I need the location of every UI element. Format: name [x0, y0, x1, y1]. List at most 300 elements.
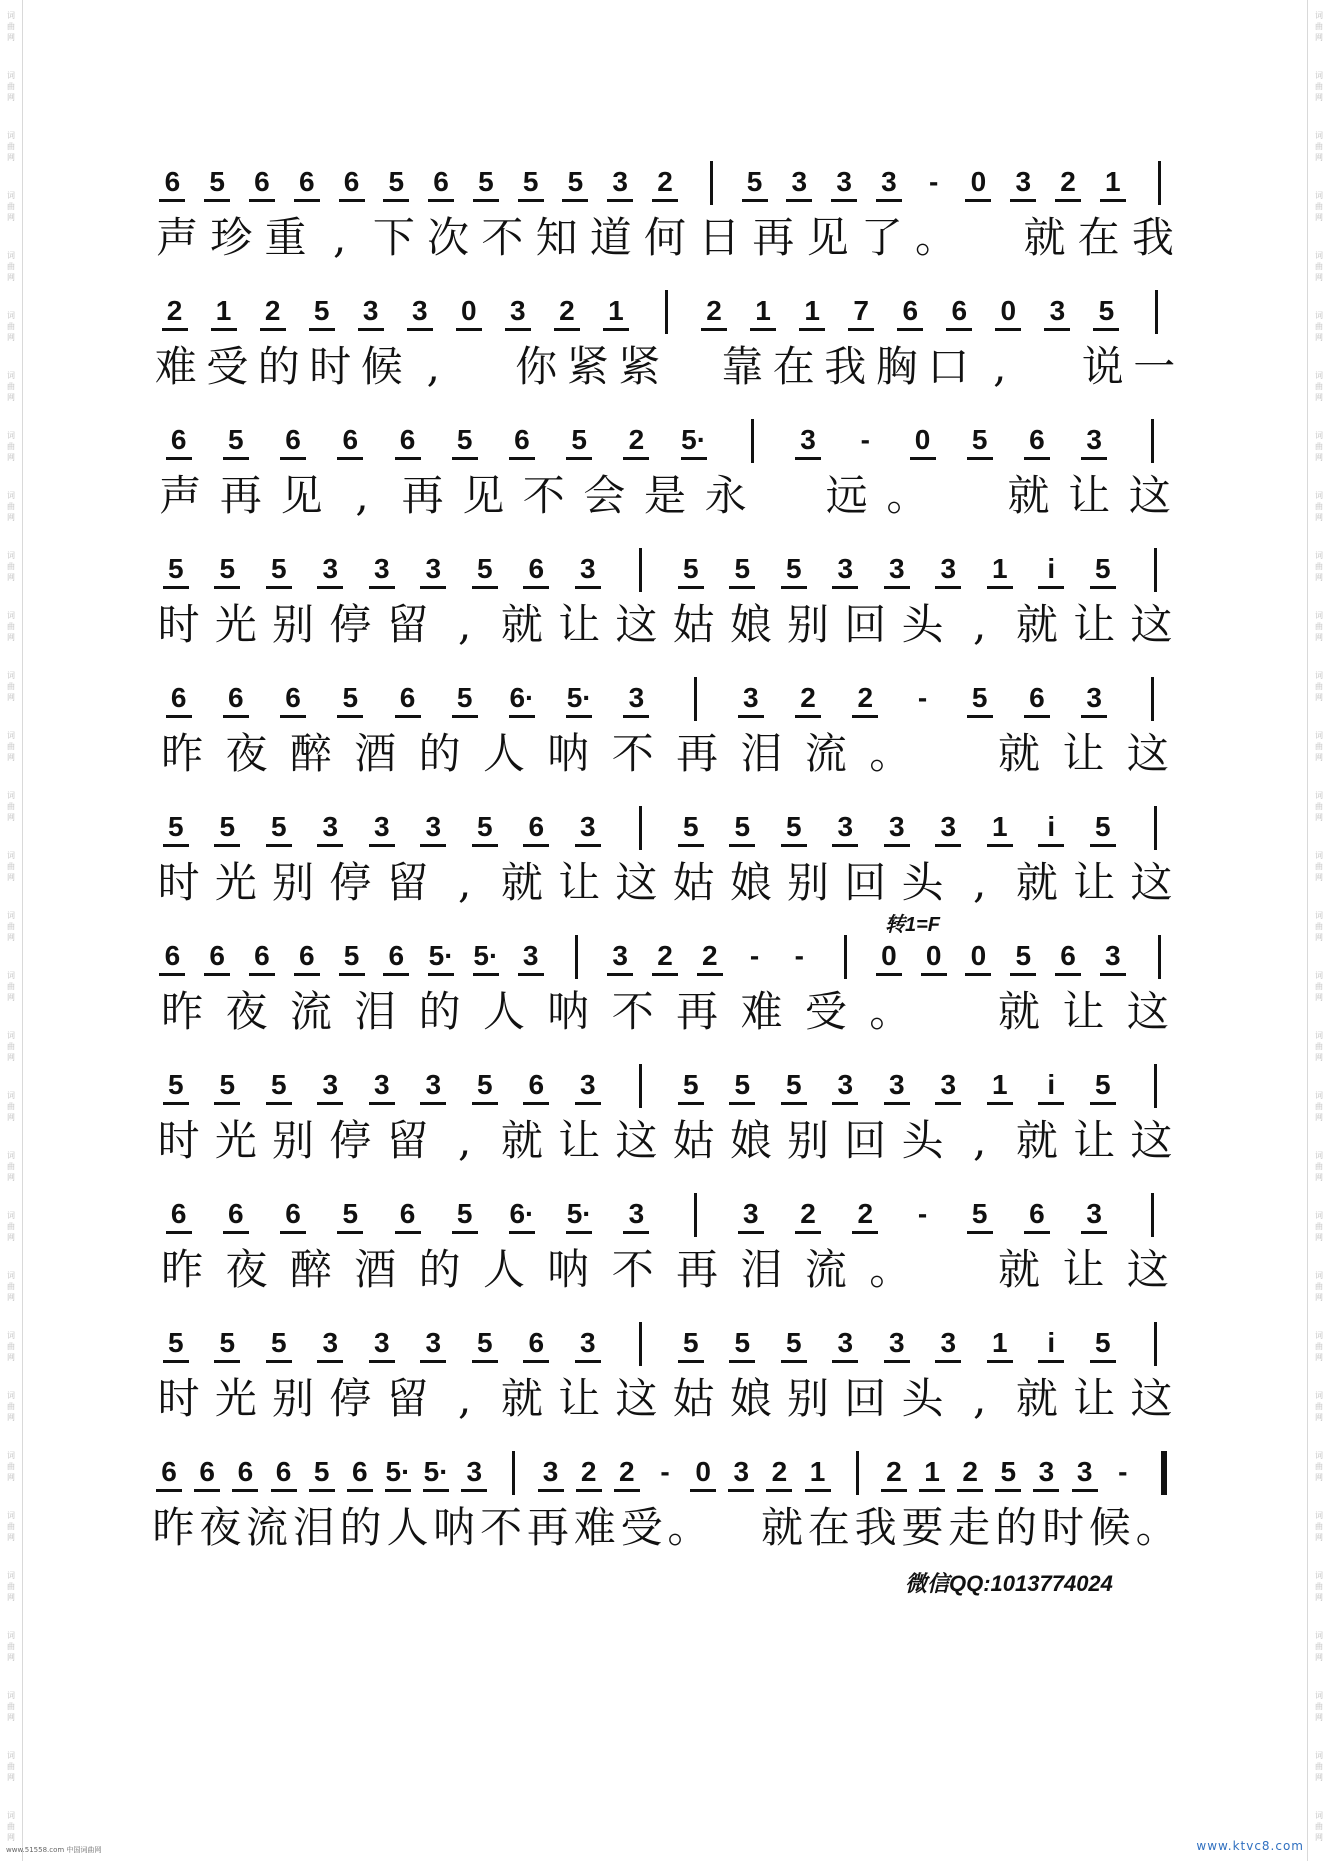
- lyric-char: 的: [418, 729, 461, 778]
- watermark-char: 词: [1315, 731, 1323, 740]
- lyric-char: 次: [427, 213, 470, 262]
- lyric-char: 让: [558, 1374, 601, 1423]
- beam-underline: [965, 199, 991, 202]
- lyric-char: 娘: [729, 600, 772, 649]
- lyric-char: 人: [386, 1503, 429, 1552]
- note: 5: [270, 811, 287, 842]
- watermark-char: 曲: [1315, 442, 1323, 451]
- beam-underline: [742, 199, 768, 202]
- watermark-char: 曲: [7, 862, 15, 871]
- lyric-char: 姑: [672, 858, 715, 907]
- watermark-char: 网: [7, 873, 15, 882]
- beam-underline: [159, 199, 185, 202]
- lyric-char: 头: [901, 1374, 944, 1423]
- barline: [639, 806, 642, 850]
- beam-underline: [738, 1231, 764, 1234]
- music-line: [0, 1187, 1330, 1315]
- note: 3: [743, 682, 759, 713]
- watermark-char: 网: [1315, 1713, 1323, 1722]
- note: -: [660, 1456, 670, 1487]
- beam-underline: [472, 1360, 498, 1363]
- note: 6: [209, 940, 225, 971]
- watermark-char: 网: [7, 813, 15, 822]
- note: 5: [1098, 295, 1115, 326]
- lyric-char: 这: [615, 1374, 658, 1423]
- beam-underline: [266, 586, 292, 589]
- lyric-char: 知: [535, 213, 578, 262]
- contact-info: 微信QQ:1013774024: [905, 1571, 1113, 1596]
- beam-underline: [729, 1360, 755, 1363]
- watermark-char: 曲: [7, 1522, 15, 1531]
- lyric-char: 口: [927, 342, 970, 391]
- watermark-char: 曲: [1315, 1042, 1323, 1051]
- watermark-char: 词: [7, 1391, 15, 1400]
- watermark-char: 词: [7, 1331, 15, 1340]
- lyric-char: ,: [333, 213, 347, 262]
- lyric-char: 不: [480, 1503, 523, 1552]
- beam-underline: [159, 973, 185, 976]
- note: 6·: [509, 1198, 535, 1229]
- beam-underline: [223, 1231, 249, 1234]
- lyric-char: 光: [214, 858, 257, 907]
- beam-underline: [1055, 199, 1081, 202]
- beam-underline: [395, 457, 421, 460]
- beam-underline: [249, 973, 275, 976]
- lyric-char: 就: [1015, 1116, 1058, 1165]
- lyrics-row: [150, 987, 1190, 1037]
- note: 6: [951, 295, 968, 326]
- lyric-char: 让: [1073, 600, 1116, 649]
- beam-underline: [562, 199, 588, 202]
- watermark-char: 曲: [1315, 1102, 1323, 1111]
- lyric-char: 不: [481, 213, 524, 262]
- watermark-char: 网: [1315, 633, 1323, 642]
- note: 6: [1029, 424, 1045, 455]
- watermark-char: 网: [7, 333, 15, 342]
- watermark-char: 网: [1315, 1593, 1323, 1602]
- beam-underline: [876, 973, 902, 976]
- beam-underline: [1033, 1489, 1059, 1492]
- watermark-char: 曲: [1315, 682, 1323, 691]
- lyric-char: 流: [804, 1245, 847, 1294]
- note: 3: [888, 553, 905, 584]
- note: 2: [706, 295, 722, 326]
- lyric-char: 昨: [161, 987, 204, 1036]
- note: 6: [1029, 682, 1045, 713]
- watermark-char: 词: [7, 431, 15, 440]
- watermark-char: 曲: [1315, 1702, 1323, 1711]
- barline: [694, 677, 697, 721]
- lyric-char: 留: [386, 1374, 429, 1423]
- lyric-char: 的: [418, 987, 461, 1036]
- watermark-char: 词: [7, 1691, 15, 1700]
- watermark-char: 网: [1315, 513, 1323, 522]
- watermark-char: 网: [1315, 33, 1323, 42]
- beam-underline: [884, 1102, 910, 1105]
- watermark-char: 词: [7, 671, 15, 680]
- music-line: [0, 155, 1330, 283]
- lyric-char: 我: [1131, 213, 1174, 262]
- beam-underline: [781, 844, 807, 847]
- lyric-char: 就: [998, 987, 1041, 1036]
- lyric-char: 再: [752, 213, 795, 262]
- watermark-char: 网: [7, 273, 15, 282]
- beam-underline: [805, 1489, 831, 1492]
- barline: [751, 419, 754, 463]
- note: 6: [528, 553, 545, 584]
- watermark-char: 曲: [7, 322, 15, 331]
- note: 6: [285, 424, 301, 455]
- lyric-char: 光: [214, 600, 257, 649]
- note: 3: [579, 811, 596, 842]
- note: 3: [1049, 295, 1066, 326]
- watermark-char: 网: [1315, 393, 1323, 402]
- watermark-char: 曲: [1315, 1222, 1323, 1231]
- lyric-char: 见: [806, 213, 849, 262]
- note: 6: [902, 295, 919, 326]
- final-barline: [1161, 1451, 1167, 1495]
- lyric-char: 就: [500, 1374, 543, 1423]
- note: 1: [991, 1327, 1008, 1358]
- beam-underline: [162, 328, 188, 331]
- note: 6: [164, 166, 181, 197]
- watermark-char: 曲: [7, 682, 15, 691]
- lyric-char: 别: [787, 858, 830, 907]
- lyric-char: 时: [1041, 1503, 1084, 1552]
- lyric-char: 的: [995, 1503, 1038, 1552]
- music-line: [0, 800, 1330, 928]
- watermark-char: 词: [7, 1091, 15, 1100]
- barline: [512, 1451, 515, 1495]
- watermark-char: 词: [7, 1511, 15, 1520]
- beam-underline: [369, 844, 395, 847]
- note: 6: [164, 940, 181, 971]
- lyric-char: 娘: [729, 858, 772, 907]
- watermark-char: 网: [1315, 153, 1323, 162]
- note: 5: [167, 811, 184, 842]
- watermark-char: 曲: [1315, 322, 1323, 331]
- note: 5: [456, 1198, 473, 1229]
- lyric-char: 。: [869, 729, 912, 778]
- watermark-char: 词: [1315, 1271, 1323, 1280]
- watermark-char: 词: [7, 1811, 15, 1820]
- note: -: [1118, 1456, 1128, 1487]
- lyric-char: 泪: [740, 729, 783, 778]
- beam-underline: [280, 715, 306, 718]
- note: 3: [1086, 1198, 1102, 1229]
- beam-underline: [1081, 715, 1107, 718]
- lyric-char: 娘: [729, 1116, 772, 1165]
- watermark-char: 曲: [1315, 1582, 1323, 1591]
- lyric-char: 夜: [225, 987, 268, 1036]
- note: 3: [425, 1069, 442, 1100]
- beam-underline: [163, 1102, 189, 1105]
- watermark-char: 网: [1315, 753, 1323, 762]
- beam-underline: [884, 844, 910, 847]
- watermark-char: 网: [7, 1833, 15, 1842]
- watermark-char: 曲: [7, 502, 15, 511]
- beam-underline: [1055, 973, 1081, 976]
- note: -: [794, 940, 804, 971]
- lyric-char: 停: [329, 1116, 372, 1165]
- beam-underline: [317, 586, 343, 589]
- lyric-char: 泪: [354, 987, 397, 1036]
- watermark-char: 曲: [7, 1042, 15, 1051]
- lyric-char: 就: [998, 1245, 1041, 1294]
- beam-underline: [369, 586, 395, 589]
- note: 3: [940, 811, 957, 842]
- lyric-char: 候: [1088, 1503, 1131, 1552]
- beam-underline: [204, 973, 230, 976]
- lyric-char: 呐: [547, 987, 590, 1036]
- lyric-char: 不: [611, 987, 654, 1036]
- note: 3: [425, 1327, 442, 1358]
- lyric-char: 再: [676, 729, 719, 778]
- note: 3: [373, 811, 390, 842]
- note: 6: [1029, 1198, 1045, 1229]
- watermark-char: 曲: [7, 22, 15, 31]
- watermark-char: 曲: [7, 1102, 15, 1111]
- note: 3: [466, 1456, 483, 1487]
- note: 5: [167, 1327, 184, 1358]
- beam-underline: [385, 1489, 411, 1492]
- lyric-char: 让: [1062, 729, 1105, 778]
- watermark-char: 网: [7, 1173, 15, 1182]
- lyric-char: 呐: [433, 1503, 476, 1552]
- music-line: [0, 671, 1330, 799]
- note: 3: [522, 940, 539, 971]
- watermark-char: 曲: [7, 1282, 15, 1291]
- barline: [1158, 161, 1161, 205]
- beam-underline: [204, 199, 230, 202]
- lyric-char: 在: [772, 342, 815, 391]
- note: 6: [170, 424, 187, 455]
- watermark-char: 曲: [1315, 922, 1323, 931]
- watermark-char: 词: [1315, 1211, 1323, 1220]
- note: 3: [836, 166, 852, 197]
- note: 5: [1015, 940, 1032, 971]
- note: 5: [219, 553, 236, 584]
- lyric-char: 停: [329, 858, 372, 907]
- beam-underline: [472, 1102, 498, 1105]
- beam-underline: [214, 1360, 240, 1363]
- lyric-char: 时: [309, 342, 352, 391]
- beam-underline: [1090, 1360, 1116, 1363]
- beam-underline: [681, 457, 707, 460]
- watermark-char: 曲: [1315, 862, 1323, 871]
- lyric-char: 这: [1126, 987, 1169, 1036]
- lyric-char: 就: [1023, 213, 1066, 262]
- lyric-char: 候: [360, 342, 403, 391]
- note: 2: [657, 166, 673, 197]
- note: 5: [1094, 1327, 1111, 1358]
- lyric-char: 靠: [721, 342, 764, 391]
- beam-underline: [266, 1102, 292, 1105]
- lyric-char: 的: [418, 1245, 461, 1294]
- beam-underline: [317, 844, 343, 847]
- note: -: [917, 1198, 928, 1229]
- beam-underline: [697, 973, 723, 976]
- music-line: [0, 929, 1330, 1057]
- lyric-char: 紧: [618, 342, 661, 391]
- lyric-char: 再: [526, 1503, 569, 1552]
- lyric-char: 就: [500, 600, 543, 649]
- note: 3: [888, 1327, 905, 1358]
- note: 5·: [473, 940, 499, 971]
- lyric-char: 这: [1130, 1374, 1173, 1423]
- lyric-char: 别: [272, 858, 315, 907]
- watermark-char: 网: [7, 693, 15, 702]
- note: 5: [746, 166, 763, 197]
- beam-underline: [848, 328, 874, 331]
- watermark-char: 网: [1315, 1473, 1323, 1482]
- note: 3: [888, 811, 905, 842]
- note: 6: [528, 1069, 545, 1100]
- beam-underline: [163, 586, 189, 589]
- watermark-char: 曲: [7, 202, 15, 211]
- note: 6: [285, 682, 301, 713]
- beam-underline: [1010, 973, 1036, 976]
- lyric-char: 。: [915, 213, 958, 262]
- beam-underline: [232, 1489, 258, 1492]
- lyric-char: 别: [787, 1116, 830, 1165]
- barline: [1155, 290, 1158, 334]
- note: 5: [167, 553, 184, 584]
- note: 5: [682, 553, 699, 584]
- beam-underline: [832, 1102, 858, 1105]
- beam-underline: [652, 199, 678, 202]
- watermark-char: 词: [7, 851, 15, 860]
- note: 3: [837, 553, 854, 584]
- beam-underline: [987, 844, 1013, 847]
- barline: [1154, 548, 1157, 592]
- beam-underline: [1044, 328, 1070, 331]
- note: 5: [270, 1069, 287, 1100]
- lyric-char: 让: [558, 1116, 601, 1165]
- lyric-char: 不: [522, 471, 565, 520]
- note: 3: [837, 1069, 854, 1100]
- lyric-char: 让: [1068, 471, 1111, 520]
- watermark-char: 词: [7, 1151, 15, 1160]
- note: 3: [425, 553, 442, 584]
- note: 3: [1038, 1456, 1055, 1487]
- beam-underline: [729, 1102, 755, 1105]
- barline: [694, 1193, 697, 1237]
- beam-underline: [786, 199, 812, 202]
- beam-underline: [473, 199, 499, 202]
- beam-underline: [1072, 1489, 1098, 1492]
- lyric-char: ,: [458, 600, 472, 649]
- note: 2: [771, 1456, 788, 1487]
- watermark-char: 曲: [7, 82, 15, 91]
- lyric-char: 醉: [289, 1245, 332, 1294]
- beam-underline: [935, 586, 961, 589]
- beam-underline: [623, 457, 649, 460]
- note: 5: [571, 424, 587, 455]
- beam-underline: [518, 973, 544, 976]
- note: 3: [743, 1198, 759, 1229]
- note: 6: [399, 1198, 416, 1229]
- beam-underline: [271, 1489, 297, 1492]
- watermark-char: 网: [7, 1773, 15, 1782]
- watermark-char: 词: [1315, 1811, 1323, 1820]
- lyric-char: 头: [901, 600, 944, 649]
- watermark-char: 网: [1315, 933, 1323, 942]
- beam-underline: [935, 1360, 961, 1363]
- lyric-char: 头: [901, 858, 944, 907]
- beam-underline: [623, 1231, 649, 1234]
- watermark-char: 曲: [1315, 742, 1323, 751]
- lyric-char: 就: [761, 1503, 804, 1552]
- beam-underline: [266, 844, 292, 847]
- watermark-char: 词: [7, 311, 15, 320]
- watermark-char: 词: [1315, 431, 1323, 440]
- beam-underline: [566, 457, 592, 460]
- watermark-char: 网: [1315, 453, 1323, 462]
- note: 5: [219, 811, 236, 842]
- beam-underline: [799, 328, 825, 331]
- note: i: [1047, 1327, 1056, 1358]
- note: 1: [215, 295, 232, 326]
- note: 6: [514, 424, 530, 455]
- beam-underline: [1093, 328, 1119, 331]
- lyric-char: ,: [458, 1116, 472, 1165]
- lyrics-row: [150, 1245, 1190, 1295]
- beam-underline: [395, 715, 421, 718]
- note: 5: [682, 1069, 699, 1100]
- note: 1: [804, 295, 820, 326]
- note: 2: [580, 1456, 597, 1487]
- lyric-char: 不: [611, 729, 654, 778]
- watermark-char: 词: [1315, 611, 1323, 620]
- watermark-char: 网: [1315, 1293, 1323, 1302]
- note: 3: [373, 1069, 390, 1100]
- beam-underline: [876, 199, 902, 202]
- lyric-char: ,: [355, 471, 369, 520]
- note: 3: [940, 1069, 957, 1100]
- note: 0: [970, 940, 987, 971]
- watermark-char: 曲: [7, 1402, 15, 1411]
- lyric-char: 娘: [729, 1374, 772, 1423]
- lyric-char: 声: [159, 471, 202, 520]
- beam-underline: [428, 199, 454, 202]
- beam-underline: [652, 973, 678, 976]
- lyric-char: 时: [157, 1374, 200, 1423]
- lyric-char: 就: [998, 729, 1041, 778]
- barline: [639, 548, 642, 592]
- lyric-char: 醉: [289, 729, 332, 778]
- note: 2: [701, 940, 718, 971]
- watermark-char: 曲: [1315, 1282, 1323, 1291]
- note: 3: [425, 811, 442, 842]
- beam-underline: [884, 586, 910, 589]
- watermark-char: 词: [7, 1031, 15, 1040]
- beam-underline: [211, 328, 237, 331]
- note: 6: [352, 1456, 368, 1487]
- lyric-char: 珍: [210, 213, 253, 262]
- beam-underline: [452, 457, 478, 460]
- watermark-char: 词: [7, 131, 15, 140]
- beam-underline: [995, 1489, 1021, 1492]
- watermark-char: 网: [7, 393, 15, 402]
- beam-underline: [383, 973, 409, 976]
- beam-underline: [420, 1360, 446, 1363]
- lyric-char: 就: [1015, 600, 1058, 649]
- watermark-char: 网: [7, 1473, 15, 1482]
- note: 5·: [428, 940, 454, 971]
- beam-underline: [935, 1102, 961, 1105]
- watermark-char: 词: [7, 551, 15, 560]
